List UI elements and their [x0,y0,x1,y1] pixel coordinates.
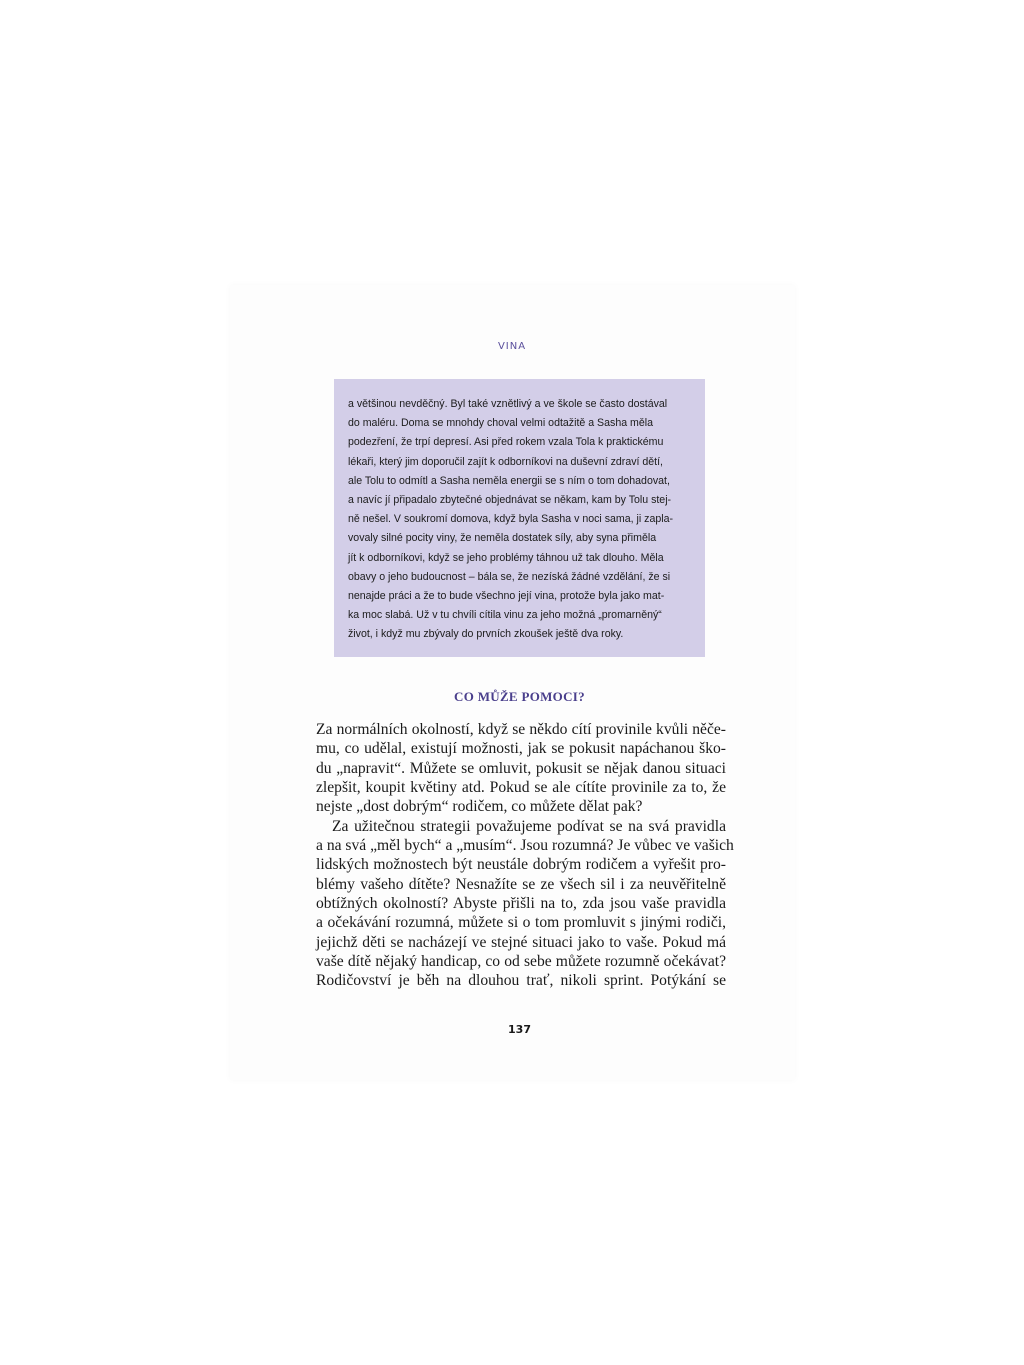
case-line: vovaly silné pocity viny, že neměla dostatek síly, aby syna přiměla [348,532,657,545]
case-line: jít k odborníkovi, když se jeho problémy táhnou už tak dlouho. Měla [348,551,664,564]
running-head: VINA [497,341,527,352]
body-line: blémy vašeho dítěte? Nesnažíte se ze všech sil i za neuvěřitelně [316,875,726,893]
body-line: jejichž děti se nacházejí ve stejné situaci jako to vaše. Pokud má [316,933,726,951]
body-line: vaše dítě nějaký handicap, co od sebe můžete rozumně očekávat? [316,953,726,971]
body-line: a na svá „měl bych“ a „musím“. Jsou rozumná? Je vůbec ve vašich [316,837,734,855]
case-line: a navíc jí připadalo zbytečné objednávat se někam, kam by Tolu stej- [348,494,672,507]
case-line: ka moc slabá. Už v tu chvíli cítila vinu za jeho možná „promarněný“ [348,609,662,622]
body-line: mu, co udělal, existují možnosti, jak se pokusit napáchanou ško- [316,740,726,758]
body-text [316,720,734,991]
case-line: nenajde práci a že to bude všechno její vina, protože byla jako mat- [348,590,665,603]
case-study-text [348,395,674,645]
body-line: du „napravit“. Můžete se omluvit, pokusit se nějak danou situaci [316,759,726,777]
case-line: do maléru. Doma se mnohdy choval velmi odtažitě a Sasha měla [348,417,654,430]
page-number: 137 [508,1023,531,1036]
case-line: život, i když mu zbývaly do prvních zkoušek ještě dva roky. [348,628,624,641]
body-line: Za užitečnou strategii považujeme podívat se na svá pravidla [332,817,726,835]
case-line: podezření, že trpí depresí. Asi před rokem vzala Tola k praktickému [348,436,664,449]
body-line: a očekávání rozumná, můžete si o tom promluvit s jinými rodiči, [316,914,726,932]
case-line: lékaři, který jim doporučil zajít k odborníkovi na duševní zdraví dětí, [348,455,664,468]
body-line: nejste „dost dobrým“ rodičem, co můžete dělat pak? [316,798,643,816]
body-line: lidských možnostech být neustále dobrým rodičem a vyřešit pro- [316,856,726,874]
body-line: Rodičovství je běh na dlouhou trať, nikoli sprint. Potýkání se [316,972,726,990]
body-line: obtížných okolností? Abyste přišli na to, zda jsou vaše pravidla [316,895,726,913]
case-line: a většinou nevděčný. Byl také vznětlivý a ve škole se často dostával [348,398,668,410]
case-line: ale Tolu to odmítl a Sasha neměla energii se s ním o tom dohadovat, [348,474,670,487]
body-line: Za normálních okolností, když se někdo cítí provinile kvůli něče- [316,721,726,738]
case-line: ně nešel. V soukromí domova, když byla Sasha v noci sama, ji zapla- [348,513,674,526]
case-line: obavy o jeho budoucnost – bála se, že nezíská žádné vzdělání, že si [348,570,671,583]
body-line: zlepšit, koupit květiny atd. Pokud se ale cítíte provinile za to, že [316,779,726,797]
section-heading: CO MŮŽE POMOCI? [454,689,585,704]
